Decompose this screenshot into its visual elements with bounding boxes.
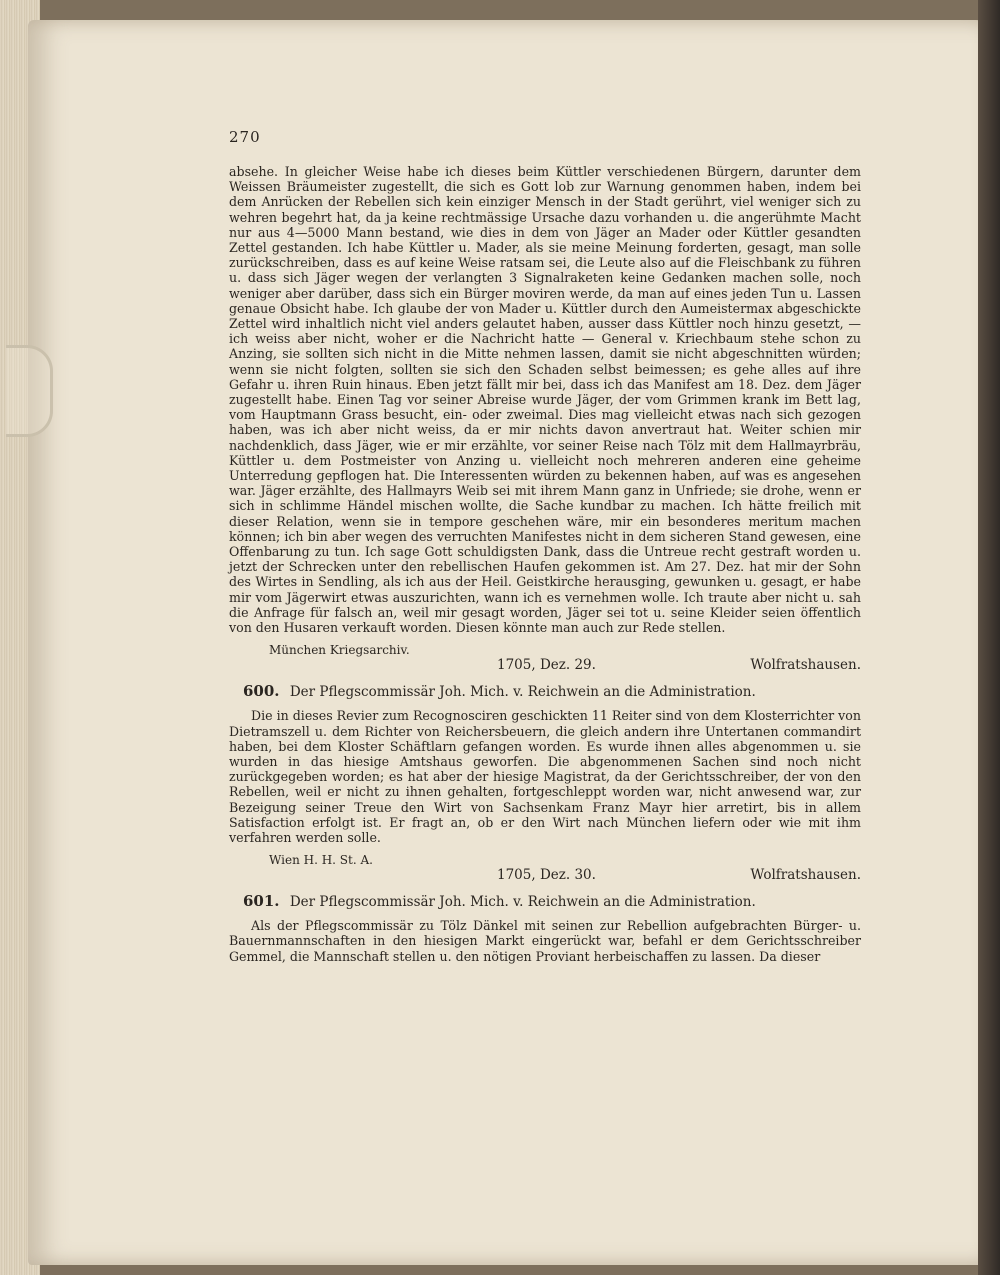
entry-599-source: München Kriegsarchiv. — [269, 643, 410, 658]
entry-601-title: Der Pflegscommissär Joh. Mich. v. Reichwein an die Administration. — [289, 894, 756, 911]
entry-600-source: Wien H. H. St. A. — [269, 853, 373, 868]
entry-600-date: 1705, Dez. 29. — [497, 657, 596, 674]
page-number: 270 — [229, 128, 261, 146]
entry-600-title: Der Pflegscommissär Joh. Mich. v. Reichwein an die Administration. — [289, 684, 756, 701]
entry-601-body: Als der Pflegscommissär zu Tölz Dänkel mit seinen zur Rebellion aufgebrachten Bürger- u. Bauernmannschaften in den hiesigen Markt eingerückt war, befahl er dem Gerichtsschreiber Gemmel, die Mannschaft stellen u. den nötigen Proviant herbeischaffen zu lassen. Da dieser — [229, 918, 861, 964]
entry-600-dateline — [229, 657, 861, 673]
entry-599-body: absehe. In gleicher Weise habe ich dieses beim Küttler verschiedenen Bürgern, darunter dem Weissen Bräumeister zugestellt, die sich es Gott lob zur Warnung genommen haben, indem bei dem Anrücken der Rebellen sich kein einziger Mensch in der Stadt gerührt, viel weniger sich zu wehren begehrt hat, da ja keine rechtmässige Ursache dazu vorhanden u. die angerühmte Macht nur aus 4—5000 Mann bestand, wie dies in dem von Jäger an Mader oder Küttler gesandten Zettel gestanden. Ich habe Küttler u. Mader, als sie meine Meinung forderten, gesagt, man solle zurückschreiben, dass es auf keine Weise ratsam sei, die Leute also auf die Fleischbank zu führen u. dass sich Jäger wegen der verlangten 3 Signalraketen keine Gedanken machen solle, noch weniger aber darüber, dass sich ein Bürger moviren werde, da man auf eines jeden Tun u. Lassen genaue Obsicht habe. Ich glaube der von Mader u. Küttler durch den Aumeistermax abgeschickte Zettel wird inhaltlich nicht viel anders gelautet haben, ausser dass Küttler noch hinzu gesetzt, — ich weiss aber nicht, woher er die Nachricht hatte — General v. Kriechbaum stehe schon zu Anzing, sie sollten sich nicht in die Mitte nehmen lassen, damit sie nicht abgeschnitten würden; wenn sie nicht folgten, sollten sie sich den Schaden selbst beimessen; es gehe alles auf ihre Gefahr u. ihren Ruin hinaus. Eben jetzt fällt mir bei, dass ich das Manifest am 18. Dez. dem Jäger zugestellt habe. Einen Tag vor seiner Abreise wurde Jäger, der vom Grimmen krank im Bett lag, vom Hauptmann Grass besucht, ein- oder zweimal. Dies mag vielleicht etwas nach sich gezogen haben, was ich aber nicht weiss, da er mir nichts davon anvertraut hat. Weiter schien mir nachdenklich, dass Jäger, wie er mir erzählte, vor seiner Reise nach Tölz mit dem Hallmayrbräu, Küttler u. dem Postmeister von Anzing u. vielleicht noch mehreren anderen eine geheime Unterredung gepflogen hat. Die Interessenten würden zu bekennen haben, auf was es angesehen war. Jäger erzählte, des Hallmayrs Weib sei mit ihrem Mann ganz in Unfriede; sie drohe, wenn er sich in schlimme Händel mischen wollte, die Sache kundbar zu machen. Ich hätte freilich mit dieser Relation, wenn sie in tempore geschehen wäre, mir ein besonderes meritum machen können; ich bin aber wegen des verruchten Manifestes nicht in dem sicheren Stand gewesen, eine Offenbarung zu tun. Ich sage Gott schuldigsten Dank, dass die Untreue recht gestraft worden u. jetzt der Schrecken unter den rebellischen Haufen gekommen ist. Am 27. Dez. hat mir der Sohn des Wirtes in Sendling, als ich aus der Heil. Geistkirche herausging, gewunken u. gesagt, er habe mir vom Jägerwirt etwas auszurichten, wann ich es vernehmen wolle. Ich traute aber nicht u. sah die Anfrage für falsch an, weil mir gesagt worden, Jäger sei tot u. seine Kleider seien öffentlich von den Husaren verkauft worden. Diesen könnte man auch zur Rede stellen. — [229, 164, 861, 636]
page-content — [229, 128, 861, 964]
entry-601-heading — [243, 893, 861, 910]
entry-600-body: Die in dieses Revier zum Recognosciren geschickten 11 Reiter sind von dem Klosterrichter von Dietramszell u. dem Richter von Reichersbeuern, die gleich andern ihre Untertanen commandirt haben, bei dem Kloster Schäftlarn gefangen worden. Es wurde ihnen alles abgenommen u. sie wurden in das hiesige Amtshaus geworfen. Die abgenommenen Sachen sind noch nicht zurückgegeben worden; es hat aber der hiesige Magistrat, da der Gerichtsschreiber, der von den Rebellen, weil er nicht zu ihnen gehalten, fortgeschleppt worden war, nicht anwesend war, zur Bezeigung seiner Treue den Wirt von Sachsenkam Franz Mayr hier arretirt, bis in allem Satisfaction erfolgt ist. Er fragt an, ob er den Wirt nach München liefern oder wie mit ihm verfahren werden solle. — [229, 708, 861, 845]
entry-601-place: Wolfratshausen. — [750, 867, 861, 884]
entry-601-date: 1705, Dez. 30. — [497, 867, 596, 884]
entry-600-place: Wolfratshausen. — [750, 657, 861, 674]
entry-601-dateline — [229, 867, 861, 883]
entry-600-number: 600. — [243, 682, 280, 701]
entry-601-number: 601. — [243, 892, 280, 911]
entry-600-heading — [243, 683, 861, 700]
page-clip — [6, 345, 53, 437]
book-right-shadow — [978, 0, 1000, 1275]
